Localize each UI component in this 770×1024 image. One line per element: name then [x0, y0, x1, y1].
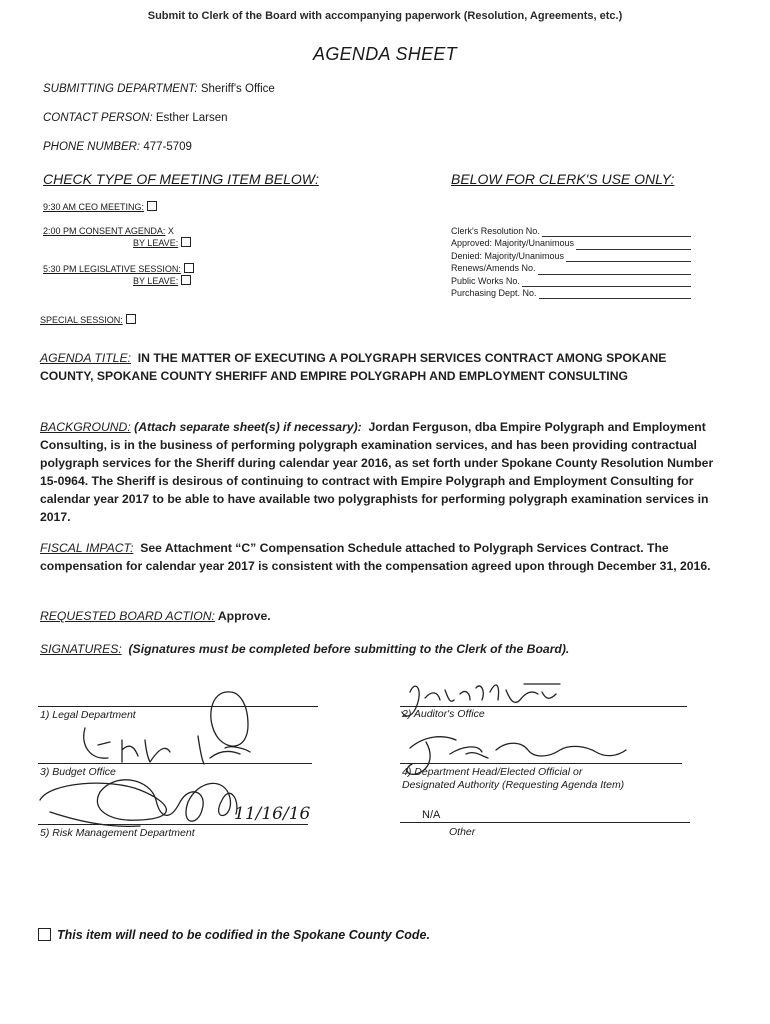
clerk-field-line[interactable]	[576, 242, 691, 250]
clerk-field-line[interactable]	[539, 291, 691, 299]
clerk-fields	[451, 225, 691, 299]
signatures-section	[40, 640, 720, 658]
contact-person-row	[43, 112, 228, 124]
background-text: Jordan Ferguson, dba Empire Polygraph and Employment Consulting, is in the business of performing polygraph examination services, and has been providing contractual polygraph services for the Sheriff during calendar year 2016, as set forth under Spokane County Resolution Number 15-0964. The Sheriff is desirous of continuing to contract with Empire Polygraph and Employment Consulting for calendar year 2017 to be able to have available two polygraphists for performing polygraph examination services in 2017.	[40, 420, 714, 524]
consent-agenda-option[interactable]	[43, 226, 174, 236]
codified-note-row[interactable]	[38, 928, 430, 942]
risk-signature-label: 5) Risk Management Department	[40, 827, 195, 839]
requested-action-label: REQUESTED BOARD ACTION:	[40, 609, 215, 623]
dept-head-signature-label-2: Designated Authority (Requesting Agenda Item)	[402, 779, 625, 791]
clerk-field-label: Purchasing Dept. No.	[451, 288, 537, 299]
consent-agenda-label: 2:00 PM CONSENT AGENDA:	[43, 226, 166, 236]
submitting-department-row	[43, 83, 275, 95]
clerk-use-heading: BELOW FOR CLERK'S USE ONLY:	[451, 171, 675, 187]
ceo-meeting-option[interactable]	[43, 201, 157, 212]
clerk-field-row	[451, 287, 691, 299]
special-session-checkbox[interactable]	[126, 314, 136, 324]
phone-number-label: PHONE NUMBER:	[43, 141, 141, 153]
phone-number-row	[43, 141, 192, 153]
legislative-by-leave-checkbox[interactable]	[181, 275, 191, 285]
clerk-field-line[interactable]	[538, 267, 691, 275]
clerk-field-label: Denied: Majority/Unanimous	[451, 250, 565, 261]
clerk-field-label: Approved: Majority/Unanimous	[451, 238, 575, 249]
fiscal-impact-text: See Attachment “C” Compensation Schedule attached to Polygraph Services Contract. The compensation for calendar year 2017 is consistent with the compensation agreed upon through December 31, 2016.	[40, 541, 711, 573]
clerk-field-row	[451, 275, 691, 287]
contact-person-label: CONTACT PERSON:	[43, 112, 153, 124]
risk-signature-date: 11/16/16	[234, 804, 311, 824]
clerk-field-row	[451, 225, 691, 237]
contact-person-value: Esther Larsen	[155, 112, 228, 124]
agenda-title-section	[40, 349, 720, 385]
special-session-option[interactable]	[40, 314, 136, 325]
ceo-meeting-label: 9:30 AM CEO MEETING:	[43, 202, 145, 212]
clerk-field-label: Renews/Amends No.	[451, 263, 536, 274]
codified-checkbox[interactable]	[38, 928, 51, 941]
header-note: Submit to Clerk of the Board with accompanying paperwork (Resolution, Agreements, etc.)	[147, 10, 623, 22]
submitting-department-label: SUBMITTING DEPARTMENT:	[43, 83, 198, 95]
agenda-title-text: IN THE MATTER OF EXECUTING A POLYGRAPH SERVICES CONTRACT AMONG SPOKANE COUNTY, SPOKANE COUNTY SHERIFF AND EMPIRE POLYGRAPH AND EMPLOYMENT CONSULTING	[40, 351, 667, 383]
clerk-field-row	[451, 250, 691, 262]
codified-note-text: This item will need to be codified in the Spokane County Code.	[57, 928, 430, 942]
ceo-meeting-checkbox[interactable]	[147, 201, 157, 211]
clerk-field-row	[451, 262, 691, 274]
requested-action-text: Approve.	[217, 609, 271, 623]
requested-action-section	[40, 607, 720, 625]
fiscal-impact-section	[40, 539, 720, 575]
other-value: N/A	[422, 809, 441, 821]
background-section	[40, 418, 720, 526]
phone-number-value: 477-5709	[143, 141, 192, 153]
legislative-by-leave-option[interactable]	[133, 275, 191, 286]
clerk-field-line[interactable]	[566, 254, 691, 262]
background-note: (Attach separate sheet(s) if necessary):	[134, 420, 362, 434]
consent-agenda-mark: X	[167, 226, 174, 236]
check-type-heading: CHECK TYPE OF MEETING ITEM BELOW:	[43, 171, 319, 187]
budget-signature-label: 3) Budget Office	[40, 766, 116, 778]
consent-by-leave-label: BY LEAVE:	[133, 238, 179, 248]
other-signature-label: Other	[449, 826, 476, 838]
clerk-field-line[interactable]	[542, 229, 691, 237]
clerk-field-label: Public Works No.	[451, 275, 520, 286]
page-title: AGENDA SHEET	[313, 44, 457, 64]
clerk-field-label: Clerk's Resolution No.	[451, 226, 540, 236]
consent-by-leave-checkbox[interactable]	[181, 237, 191, 247]
signatures-label: SIGNATURES:	[40, 642, 122, 656]
signatures-note: (Signatures must be completed before submitting to the Clerk of the Board).	[128, 642, 570, 656]
fiscal-impact-label: FISCAL IMPACT:	[40, 541, 134, 555]
consent-by-leave-option[interactable]	[133, 237, 191, 248]
legislative-session-checkbox[interactable]	[184, 263, 194, 273]
handwritten-signatures	[30, 670, 770, 840]
background-label: BACKGROUND:	[40, 420, 131, 434]
dept-head-signature-label-1: 4) Department Head/Elected Official or	[402, 766, 583, 778]
special-session-label: SPECIAL SESSION:	[40, 315, 123, 325]
legislative-session-label: 5:30 PM LEGISLATIVE SESSION:	[43, 264, 181, 274]
clerk-field-row	[451, 237, 691, 249]
agenda-title-label: AGENDA TITLE:	[40, 351, 131, 365]
auditor-signature-label: 2) Auditor's Office	[402, 708, 485, 720]
legislative-session-option[interactable]	[43, 263, 194, 274]
legal-signature-label: 1) Legal Department	[40, 709, 136, 721]
legislative-by-leave-label: BY LEAVE:	[133, 276, 179, 286]
submitting-department-value: Sheriff's Office	[200, 83, 275, 95]
clerk-field-line[interactable]	[522, 279, 691, 287]
